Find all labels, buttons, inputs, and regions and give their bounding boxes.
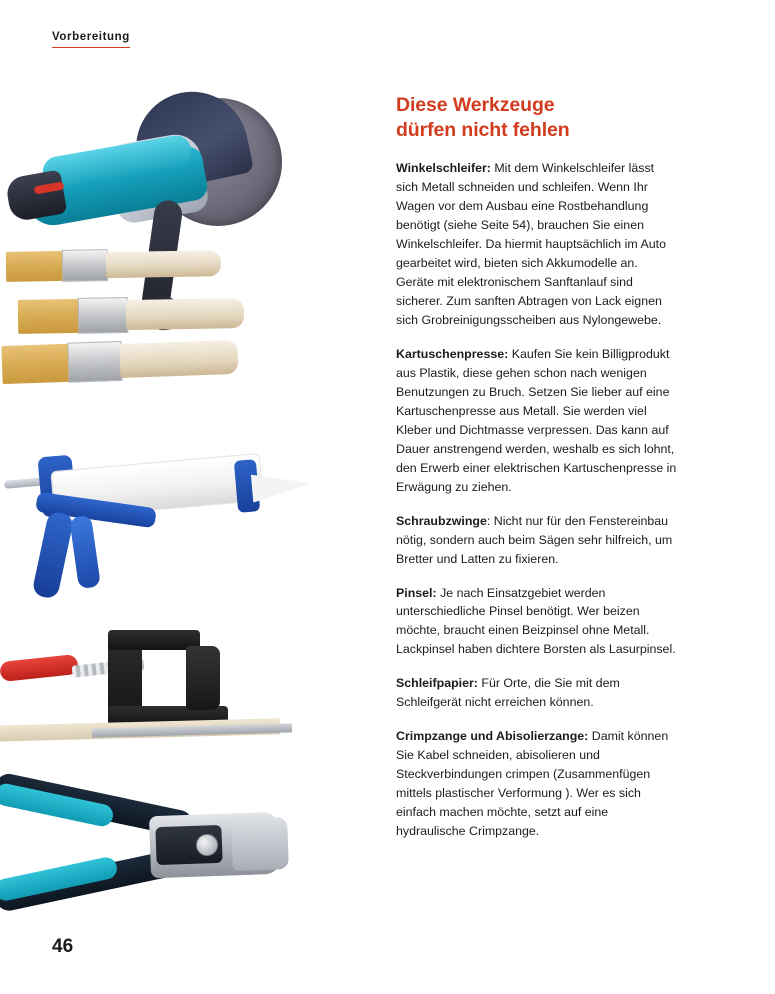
page-title-line-1: Diese Werkzeuge <box>396 94 555 116</box>
brush-ferrule <box>62 249 109 282</box>
page-title <box>396 93 678 142</box>
pliers-pivot <box>196 834 218 856</box>
brush-bristles <box>6 251 67 282</box>
caulk-grip <box>31 510 74 600</box>
paragraph-schraubzwinge <box>396 512 678 569</box>
paragraph-body: : Nicht nur für den Fenstereinbau nötig, sondern auch beim Sägen sehr hilfreich, um Bretter und Latten zu fixieren. <box>396 513 673 566</box>
clamp-handle <box>0 654 79 682</box>
paragraph-lead: Winkelschleifer: <box>396 161 491 176</box>
brush-handle <box>119 340 238 378</box>
paragraph-lead: Pinsel: <box>396 585 437 600</box>
clamp-jaw <box>186 646 220 710</box>
paragraph-lead: Crimpzange und Abisolierzange: <box>396 729 589 744</box>
photo-paint-brush-medium <box>18 296 244 336</box>
photo-crimping-pliers <box>0 770 300 945</box>
paragraph-winkelschleifer <box>396 159 678 330</box>
page-number: 46 <box>52 936 74 957</box>
brush-ferrule <box>78 297 129 334</box>
pliers-jaws <box>231 817 289 871</box>
image-column <box>0 70 380 910</box>
paragraph-body: Mit dem Winkelschleifer lässt sich Metall schneiden und schleifen. Wenn Ihr Wagen vor dem Ausbau eine Rostbehandlung benötigt (siehe Seite 54), brauchen Sie einen Winkelschleifer. Da hiermit hauptsächlich im Auto gearbeitet wird, bieten sich Akkumodelle an. Geräte mit elektronischem Sanftanlauf sind sicherer. Zum sanften Abtragen von Lack eignen sich Grobreinigungsscheiben aus Nylongewebe. <box>396 161 666 327</box>
photo-bar-clamp <box>0 600 290 760</box>
paragraph-schleifpapier <box>396 674 678 712</box>
photo-paint-brush-small <box>6 248 222 284</box>
paragraph-crimpzange <box>396 727 678 841</box>
caulk-nozzle <box>251 469 313 502</box>
text-column <box>396 93 678 856</box>
brush-bristles <box>18 299 83 334</box>
paragraph-lead: Kartuschenpresse: <box>396 346 509 361</box>
running-head: Vorbereitung <box>52 31 130 48</box>
paragraph-body: Damit können Sie Kabel schneiden, abisolieren und Steckverbindungen crimpen (Zusammenfügen mittels plastischer Verformung ). Wer es sich einfach machen möchte, setzt auf eine hydraulische Crimpzange. <box>396 729 669 839</box>
paragraph-pinsel <box>396 584 678 660</box>
brush-ferrule <box>67 341 122 383</box>
caulk-trigger <box>69 515 101 589</box>
paragraph-lead: Schraubzwinge <box>396 513 487 528</box>
brush-handle <box>106 250 221 278</box>
brush-handle <box>126 298 245 330</box>
brush-bristles <box>1 344 72 384</box>
paragraph-body: Für Orte, die Sie mit dem Schleifgerät nicht erreichen können. <box>396 676 620 710</box>
page-title-line-2: dürfen nicht fehlen <box>396 118 570 141</box>
paragraph-body: Kaufen Sie kein Billigprodukt aus Plastik, diese gehen schon nach wenigen Benutzungen zu Bruch. Setzen Sie lieber auf eine Kartuschenpresse aus Metall. Sie werden viel Kleber und Dichtmasse verpressen. Das kann auf Dauer anstrengend werden, weshalb es sich lohnt, den Erwerb einer elektrischen Kartuschenpresse in Erwägung zu ziehen. <box>396 346 677 494</box>
photo-caulking-gun <box>0 420 380 600</box>
paragraph-kartuschenpresse <box>396 345 678 497</box>
paragraph-body: Je nach Einsatzgebiet werden unterschiedliche Pinsel benötigt. Wer beizen möchte, braucht einen Beizpinsel ohne Metall. Lackpinsel haben dichtere Borsten als Lasurpinsel. <box>396 585 676 657</box>
paragraph-lead: Schleifpapier: <box>396 676 478 691</box>
photo-paint-brush-large <box>1 338 237 386</box>
